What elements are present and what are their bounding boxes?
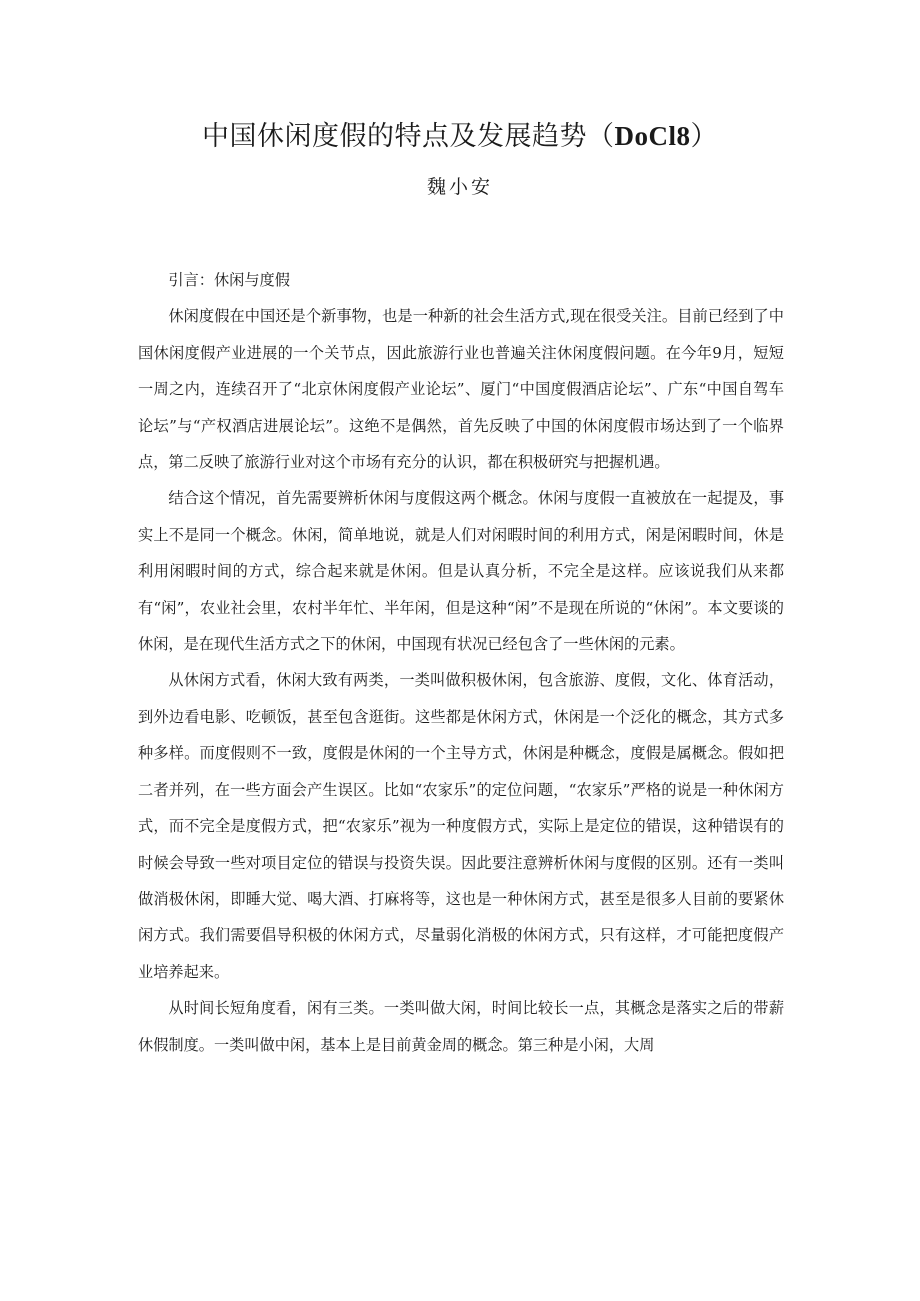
paragraph-3: 从休闲方式看，休闲大致有两类，一类叫做积极休闲，包含旅游、度假，文化、体育活动，到外边看电影、吃顿饭，甚至包含逛街。这些都是休闲方式，休闲是一个泛化的概念，其方式多种多样。而度假则不一致，度假是休闲的一个主导方式，休闲是种概念，度假是属概念。假如把二者并列，在一些方面会产生误区。比如“农家乐”的定位问题，“农家乐”严格的说是一种休闲方式，而不完全是度假方式，把“农家乐”视为一种度假方式，实际上是定位的错误，这种错误有的时候会导致一些对项目定位的错误与投资失误。因此要注意辨析休闲与度假的区别。还有一类叫做消极休闲，即睡大觉、喝大酒、打麻将等，这也是一种休闲方式，甚至是很多人目前的要紧休闲方式。我们需要倡导积极的休闲方式，尽量弱化消极的休闲方式，只有这样，才可能把度假产业培养起来。: [138, 671, 784, 981]
title-main-text: 中国休闲度假的特点及发展趋势（: [202, 121, 615, 152]
paragraph-2: 结合这个情况，首先需要辨析休闲与度假这两个概念。休闲与度假一直被放在一起提及，事实上不是同一个概念。休闲，简单地说，就是人们对闲暇时间的利用方式，闲是闲暇时间，休是利用闲暇时间的方式，综合起来就是休闲。但是认真分析，不完全是这样。应该说我们从来都有“闲”，农业社会里，农村半年忙、半年闲，但是这种“闲”不是现在所说的“休闲”。本文要谈的休闲，是在现代生活方式之下的休闲，中国现有状况已经包含了一些休闲的元素。: [138, 489, 784, 654]
document-author: 魏小安: [426, 176, 493, 198]
document-title: [0, 116, 920, 157]
intro-heading: 引言：休闲与度假: [168, 271, 290, 289]
paragraph-4: 从时间长短角度看，闲有三类。一类叫做大闲，时间比较长一点，其概念是落实之后的带薪休假制度。一类叫做中闲，基本上是目前黄金周的概念。第三种是小闲，大周: [138, 999, 784, 1054]
title-code: DoCl8: [614, 121, 691, 151]
paragraph-1: 休闲度假在中国还是个新事物，也是一种新的社会生活方式,现在很受关注。目前已经到了中国休闲度假产业进展的一个关节点，因此旅游行业也普遍关注休闲度假问题。在今年9月，短短一周之内，连续召开了“北京休闲度假产业论坛”、厦门“中国度假酒店论坛”、广东“中国自驾车论坛”与“产权酒店进展论坛”。这绝不是偶然，首先反映了中国的休闲度假市场达到了一个临界点，第二反映了旅游行业对这个市场有充分的认识，都在积极研究与把握机遇。: [138, 307, 784, 472]
title-end-text: ）: [690, 121, 718, 152]
document-body: [138, 262, 784, 1063]
